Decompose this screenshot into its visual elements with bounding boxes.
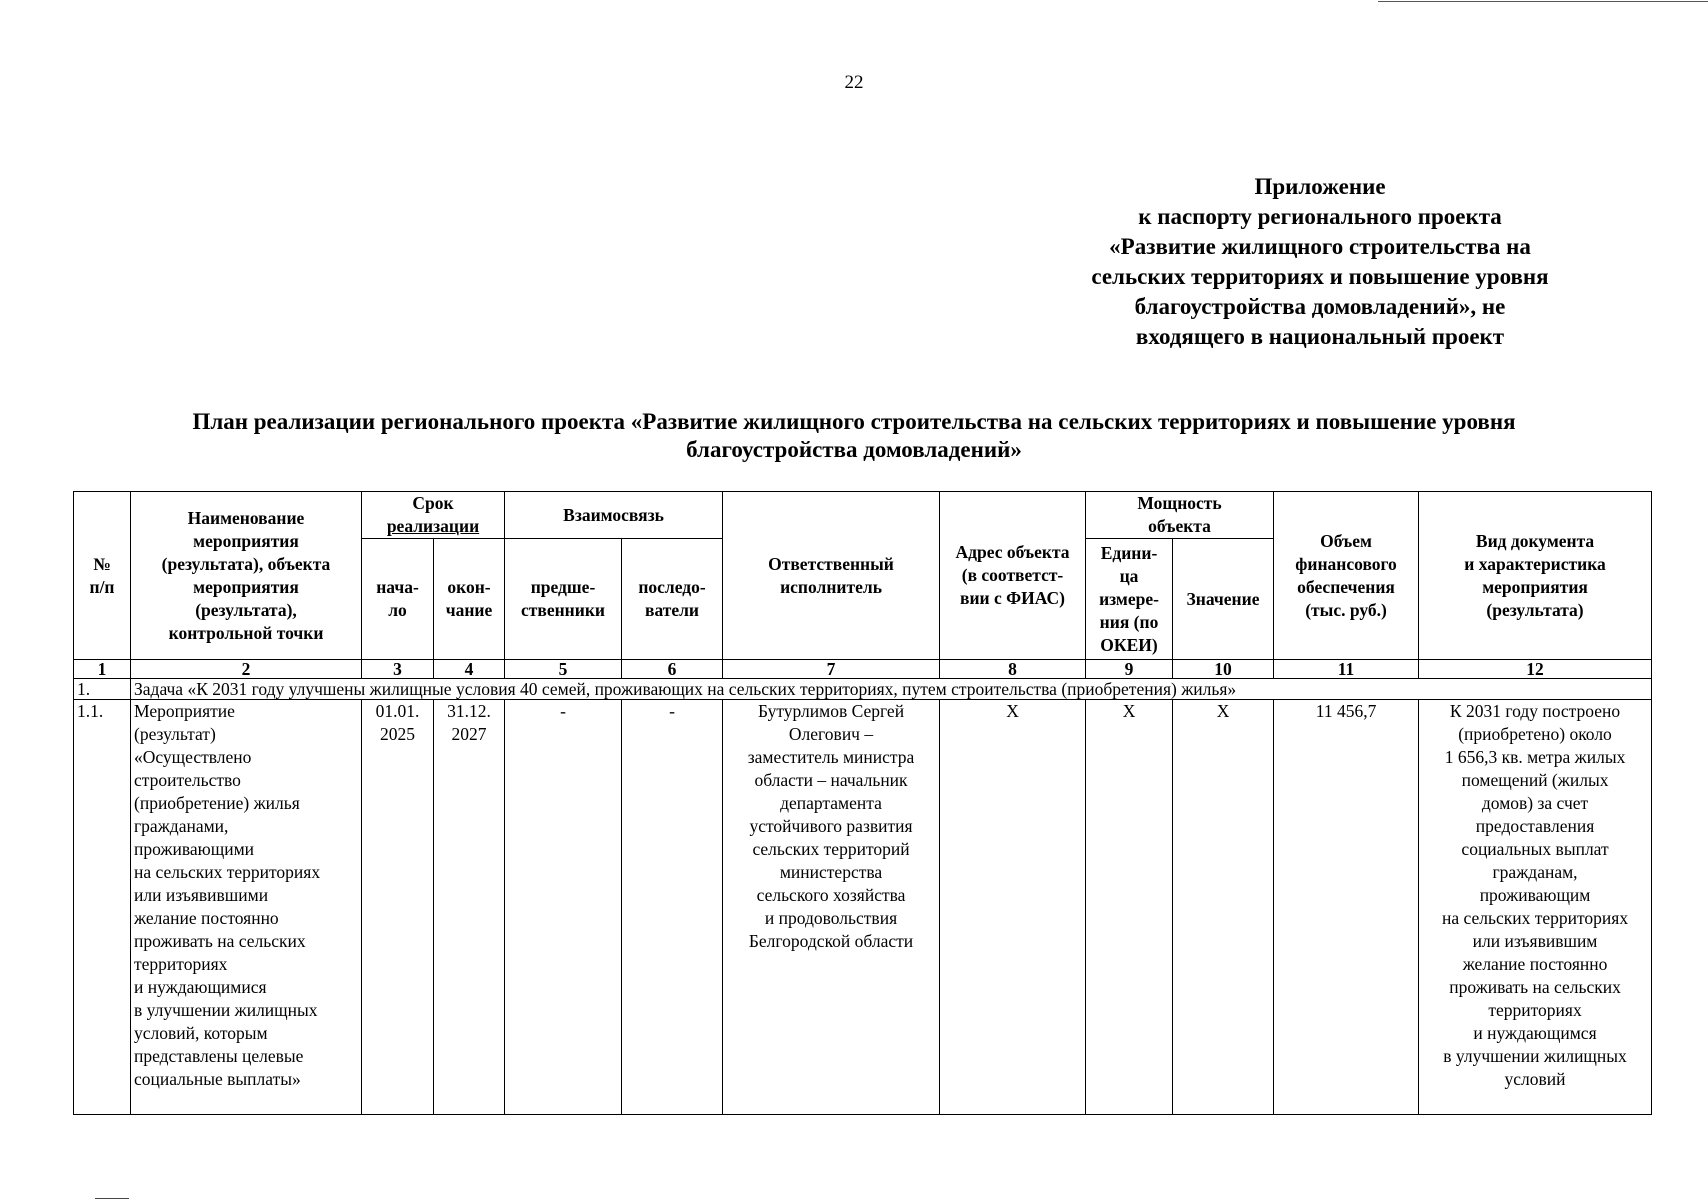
header-responsible: Ответственный исполнитель <box>723 492 940 660</box>
appendix-line: сельских территориях и повышение уровня <box>1091 264 1549 289</box>
appendix-line: благоустройства домовладений», не <box>1134 294 1506 319</box>
column-number: 6 <box>622 660 723 679</box>
row-name: Мероприятие (результат) «Осуществлено строительство (приобретение) жилья гражданами, проживающими на сельских территориях или изъявившими желание постоянно проживать на сельских территориях и нуждающимися в улучшении жилищных условий, которым представлены целевые социальные выплаты» <box>131 700 362 1115</box>
appendix-line: к паспорту регионального проекта <box>1138 204 1502 229</box>
header-predecessors: предше- ственники <box>505 539 622 660</box>
appendix-line: Приложение <box>1254 174 1386 199</box>
plan-table <box>73 491 1652 1115</box>
top-border-line <box>1378 1 1708 2</box>
header-address: Адрес объекта (в соответст- вии с ФИАС) <box>940 492 1086 660</box>
column-number: 9 <box>1086 660 1173 679</box>
row-responsible: Бутурлимов Сергей Олегович – заместитель министра области – начальник департамента устойчивого развития сельских территорий министерства сельского хозяйства и продовольствия Белгородской области <box>723 700 940 1115</box>
column-number-row <box>74 660 1652 679</box>
appendix-line: входящего в национальный проект <box>1135 324 1505 349</box>
row-value: Х <box>1173 700 1274 1115</box>
column-number: 1 <box>74 660 131 679</box>
plan-title-line: благоустройства домовладений» <box>686 437 1022 462</box>
row-unit: Х <box>1086 700 1173 1115</box>
row-doc-type: К 2031 году построено (приобретено) около 1 656,3 кв. метра жилых помещений (жилых домов) за счет предоставления социальных выплат гражданам, проживающим на сельских территориях или изъявившим желание постоянно проживать на сельских территориях и нуждающимся в улучшении жилищных условий <box>1419 700 1652 1115</box>
column-number: 12 <box>1419 660 1652 679</box>
column-number: 7 <box>723 660 940 679</box>
header-unit: Едини- ца измере- ния (по ОКЕИ) <box>1086 539 1173 660</box>
row-start-date: 01.01. 2025 <box>362 700 434 1115</box>
row-predecessors: - <box>505 700 622 1115</box>
header-doc-type: Вид документа и характеристика мероприятия (результата) <box>1419 492 1652 660</box>
header-period: Срок реализации <box>362 492 505 539</box>
header-name: Наименование мероприятия (результата), объекта мероприятия (результата), контрольной точки <box>131 492 362 660</box>
row-funding: 11 456,7 <box>1274 700 1419 1115</box>
task-row <box>74 679 1652 700</box>
row-address: Х <box>940 700 1086 1115</box>
row-number: 1.1. <box>74 700 131 1115</box>
header-num: № п/п <box>74 492 131 660</box>
plan-title <box>60 408 1648 464</box>
column-number: 11 <box>1274 660 1419 679</box>
header-start: нача- ло <box>362 539 434 660</box>
appendix-heading <box>1090 172 1550 352</box>
column-number: 5 <box>505 660 622 679</box>
header-funding: Объем финансового обеспечения (тыс. руб.) <box>1274 492 1419 660</box>
page-number: 22 <box>844 72 864 93</box>
column-number: 2 <box>131 660 362 679</box>
header-value: Значение <box>1173 539 1274 660</box>
column-number: 3 <box>362 660 434 679</box>
table-row <box>74 700 1652 1115</box>
row-successors: - <box>622 700 723 1115</box>
column-number: 10 <box>1173 660 1274 679</box>
header-capacity: Мощность объекта <box>1086 492 1274 539</box>
task-number: 1. <box>74 679 131 700</box>
column-number: 8 <box>940 660 1086 679</box>
task-text: Задача «К 2031 году улучшены жилищные условия 40 семей, проживающих на сельских территориях, путем строительства (приобретения) жилья» <box>131 679 1652 700</box>
bottom-margin-mark <box>95 1198 129 1199</box>
header-relation: Взаимосвязь <box>505 492 723 539</box>
plan-title-line: План реализации регионального проекта «Развитие жилищного строительства на сельских территориях и повышение уровня <box>192 409 1516 434</box>
header-end: окон- чание <box>434 539 505 660</box>
appendix-line: «Развитие жилищного строительства на <box>1109 234 1531 259</box>
row-end-date: 31.12. 2027 <box>434 700 505 1115</box>
column-number: 4 <box>434 660 505 679</box>
header-successors: последо- ватели <box>622 539 723 660</box>
